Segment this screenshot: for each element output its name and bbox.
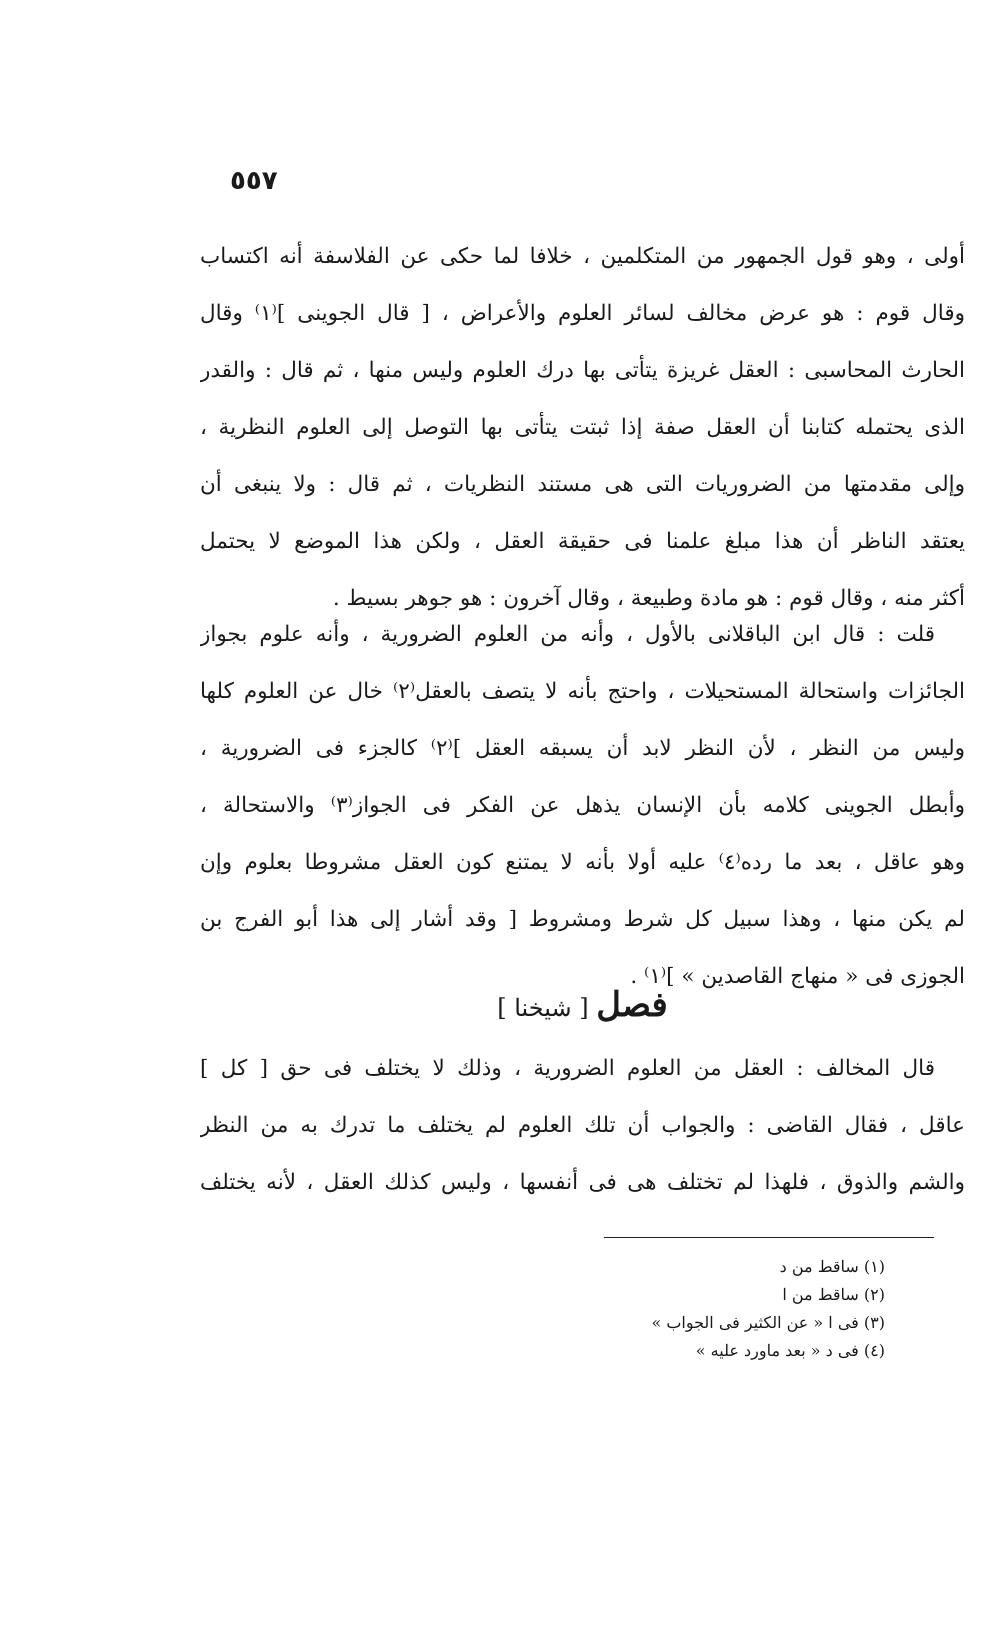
text-line: وليس من النظر ، لأن النظر لابد أن يسبقه العقل ]⁽٢⁾ كالجزء فى الضرورية ، [200,736,965,761]
paragraph-1 [200,228,965,627]
section-heading-word: فصل [596,985,668,1025]
page-number: ٥٥٧ [230,166,278,196]
text-line: يعتقد الناظر أن هذا مبلغ علمنا فى حقيقة العقل ، ولكن هذا الموضع لا يحتمل [200,529,965,554]
footnote-divider [604,1237,934,1238]
text-line: الجوزى فى « منهاج القاصدين » ]⁽١⁾ . [630,964,965,989]
text-line: قلت : قال ابن الباقلانى بالأول ، وأنه من العلوم الضرورية ، وأنه علوم بجواز [200,622,935,647]
section-heading-label: [ شيخنا ] [497,994,589,1022]
footnote: (٤) فى د « بعد ماورد عليه » [695,1341,885,1360]
text-line: أولى ، وهو قول الجمهور من المتكلمين ، خلافا لما حكى عن الفلاسفة أنه اكتساب [200,244,965,269]
text-line: والشم والذوق ، فلهذا لم تختلف هى فى أنفسها ، وليس كذلك العقل ، لأنه يختلف [200,1170,965,1195]
paragraph-3 [200,1040,965,1211]
paragraph-2 [200,606,965,1005]
footnote: (٢) ساقط من ا [782,1285,885,1304]
text-line: وهو عاقل ، بعد ما رده⁽٤⁾ عليه أولا بأنه لا يمتنع كون العقل مشروطا بعلوم وإن [200,850,965,875]
section-heading [200,985,965,1028]
text-line: أكثر منه ، وقال قوم : هو مادة وطبيعة ، وقال آخرون : هو جوهر بسيط . [332,586,965,611]
text-line: وإلى مقدمتها من الضروريات التى هى مستند النظريات ، ثم قال : ولا ينبغى أن [200,472,965,497]
text-line: عاقل ، فقال القاضى : والجواب أن تلك العلوم لم يختلف ما تدرك به من النظر [200,1113,965,1138]
text-line: وقال قوم : هو عرض مخالف لسائر العلوم والأعراض ، [ قال الجوينى ]⁽١⁾ وقال [200,301,965,326]
footnote: (١) ساقط من د [779,1257,885,1276]
text-line: لم يكن منها ، وهذا سبيل كل شرط ومشروط [ وقد أشار إلى هذا أبو الفرج بن [200,907,965,932]
footnotes [560,1253,885,1365]
footnote: (٣) فى ا « عن الكثير فى الجواب » [651,1313,885,1332]
text-line: الذى يحتمله كتابنا أن العقل صفة إذا ثبتت يتأتى بها التوصل إلى العلوم النظرية ، [200,415,965,440]
text-line: الجائزات واستحالة المستحيلات ، واحتج بأنه لا يتصف بالعقل⁽٢⁾ خال عن العلوم كلها [200,679,965,704]
text-line: وأبطل الجوينى كلامه بأن الإنسان يذهل عن الفكر فى الجواز⁽٣⁾ والاستحالة ، [200,793,965,818]
text-line: قال المخالف : العقل من العلوم الضرورية ، وذلك لا يختلف فى حق [ كل ] [200,1056,935,1081]
text-line: الحارث المحاسبى : العقل غريزة يتأتى بها درك العلوم وليس منها ، ثم قال : والقدر [200,358,965,383]
